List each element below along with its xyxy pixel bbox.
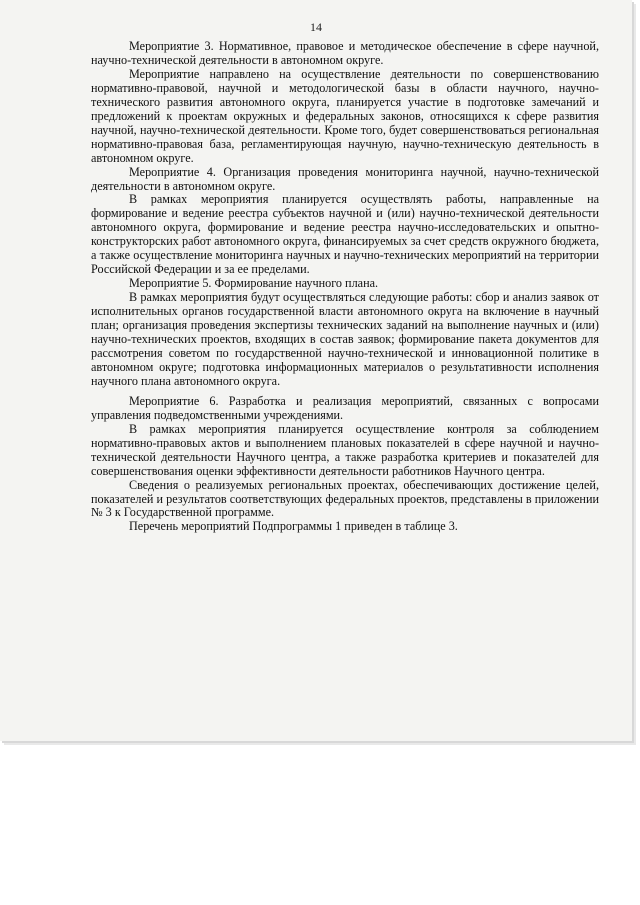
paragraph-measure-3-description: Мероприятие направлено на осуществление деятельности по совершенствованию нормативно-правовой, научной и методологической базы в области научного, научно-технического развития автономного округа, планируется участие в подготовке замечаний и предложений к проектам окружных и федеральных законов, относящихся к сфере развития научной, научно-технической деятельности. Кроме того, будет совершенствоваться региональная нормативно-правовая база, регламентирующая научную, научно-техническую деятельность в автономном округе.	[91, 66, 599, 165]
paragraph-measure-5-description: В рамках мероприятия будут осуществляться следующие работы: сбор и анализ заявок от исполнительных органов государственной власти автономного округа на включение в научный план; организация проведения экспертизы технических заданий на выполнение научных и (или) научно-технических проектов, входящих в состав заявок; формирование пакета документов для рассмотрения советом по государственной научно-технической и инновационной политике в автономном округе; подготовка информационных материалов о результативности исполнения научного плана автономного округа.	[91, 290, 599, 388]
paragraph-measure-5-title: Мероприятие 5. Формирование научного плана.	[129, 276, 379, 291]
paragraph-regional-projects: Сведения о реализуемых региональных проектах, обеспечивающих достижение целей, показателей и результатов соответствующих федеральных проектов, представлены в приложении № 3 к Государственной программе.	[91, 477, 599, 520]
paragraph-measure-6-description: В рамках мероприятия планируется осуществление контроля за соблюдением нормативно-правовых актов и выполнением плановых показателей в сфере научной и научно-технической деятельности Научного центра, а также разработка критериев и показателей для совершенствования оценки эффективности деятельности работников Научного центра.	[91, 421, 599, 478]
document-body	[91, 40, 599, 534]
paragraph-table-reference: Перечень мероприятий Подпрограммы 1 приведен в таблице 3.	[129, 519, 458, 534]
paragraph-measure-3-title: Мероприятие 3. Нормативное, правовое и методическое обеспечение в сфере научной, научно-технической деятельности в автономном округе.	[91, 39, 599, 67]
paragraph-measure-6-title: Мероприятие 6. Разработка и реализация мероприятий, связанных с вопросами управления подведомственными учреждениями.	[91, 393, 599, 422]
paragraph-measure-4-title: Мероприятие 4. Организация проведения мониторинга научной, научно-технической деятельности в автономном округе.	[91, 164, 599, 193]
page-number: 14	[310, 20, 322, 34]
paragraph-measure-4-description: В рамках мероприятия планируется осуществлять работы, направленные на формирование и ведение реестра субъектов научной и (или) научно-технической деятельности автономного округа, формирование и ведение реестра научно-исследовательских и опытно-конструкторских работ автономного округа, финансируемых за счет средств окружного бюджета, а также осуществление мониторинга научных и научно-технических мероприятий на территории Российской Федерации и за ее пределами.	[91, 192, 599, 277]
